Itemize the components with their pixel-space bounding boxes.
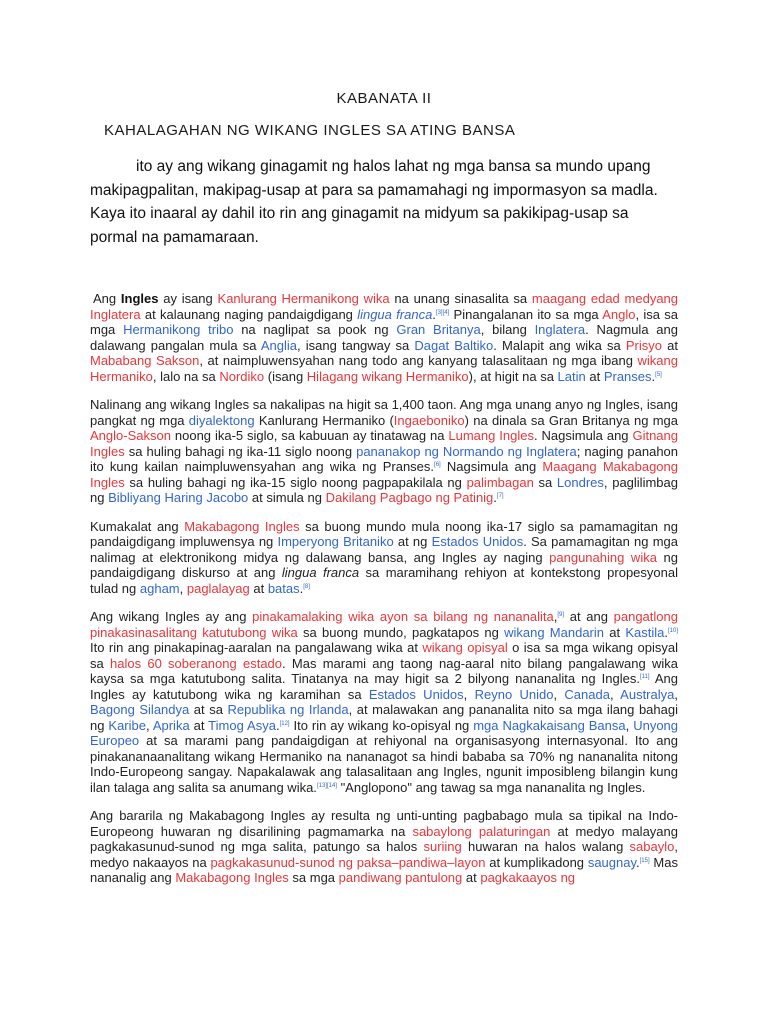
wiki-link[interactable]: Maagang Makabagong Ingles xyxy=(90,459,678,490)
wiki-link[interactable]: Anglia xyxy=(260,337,298,353)
wiki-link[interactable]: pandiwang pantulong xyxy=(338,870,463,885)
text-run: at xyxy=(662,337,678,353)
intro-text: ito ay ang wikang ginagamit ng halos lahat ng mga bansa sa mundo upang makipagpalitan, makipag-usap at para sa pamamahagi ng impormasyon sa madla. Kaya ito inaaral ay dahil ito rin ang ginagamit na midyum sa pakikipag-usap sa pormal na pamamaraan. xyxy=(90,158,658,246)
text-run: , at malawakan ang pananalita nito sa mga ilang bahagi ng xyxy=(90,702,678,733)
wiki-link[interactable]: wikang opisyal xyxy=(422,640,508,655)
wiki-link[interactable]: Hermanikong tribo xyxy=(123,322,234,337)
text-run: . xyxy=(275,717,280,733)
text-run: , isang tangway sa xyxy=(297,337,415,353)
text-run: . xyxy=(636,854,640,870)
wiki-link[interactable]: pangunahing wika xyxy=(549,549,657,565)
text-run: . Nagmula ang dalawang pangalan mula sa xyxy=(90,322,679,353)
wiki-link[interactable]: Gran Britanya xyxy=(396,322,481,337)
wiki-link[interactable]: saugnay xyxy=(587,854,637,870)
citation-ref[interactable]: [8] xyxy=(303,583,310,590)
citation-ref[interactable]: [13][14] xyxy=(316,782,337,789)
text-run: at xyxy=(249,580,268,596)
citation-ref[interactable]: [15] xyxy=(639,857,650,864)
text-run: , bilang xyxy=(480,322,535,337)
text-run: , xyxy=(625,717,634,733)
text-run: sa buong mundo mula noong ika-17 siglo sa pamamagitan ng pandaigdigang impluwensya ng xyxy=(90,518,678,549)
wiki-link[interactable]: wikang Mandarin xyxy=(504,624,605,640)
text-run: Pinangalanan ito sa mga xyxy=(449,306,603,322)
text-run: (isang xyxy=(264,368,307,384)
wiki-link[interactable]: mga Nagkakaisang Bansa xyxy=(473,717,626,733)
wiki-link[interactable]: Reyno Unido xyxy=(474,686,554,702)
wiki-link[interactable]: agham xyxy=(139,580,180,596)
text-run: , lalo na sa xyxy=(152,368,220,384)
text-run: Kanlurang Hermaniko ( xyxy=(254,412,394,428)
text-run: noong ika-5 siglo, sa kabuuan ay tinatawag na xyxy=(170,428,449,443)
article-paragraph xyxy=(90,519,678,597)
text-run: . Malapit ang wika sa xyxy=(493,337,626,353)
text-run: ; naging panahon ito kung kailan naimpluwensyahan ang wika ng Pranses. xyxy=(90,443,679,474)
text-run: at xyxy=(462,870,481,885)
wiki-link[interactable]: Mababang Sakson xyxy=(90,353,200,368)
text-run: huwaran na halos walang xyxy=(461,839,630,854)
citation-ref[interactable]: [10] xyxy=(667,627,678,634)
wiki-link[interactable]: Bagong Silandya xyxy=(90,702,190,717)
text-run: at kumplikadong xyxy=(485,854,588,870)
wiki-link[interactable]: Republika ng Irlanda xyxy=(227,702,349,717)
text-run: , at naimpluwensyahan nang todo ang kanyang talasalitaan ng mga ibang xyxy=(199,353,638,368)
text-run: at ang xyxy=(564,609,614,624)
wiki-link[interactable]: Nordiko xyxy=(219,368,265,384)
wiki-link[interactable]: Canada xyxy=(564,686,610,702)
wiki-link[interactable]: Lumang Ingles xyxy=(448,428,534,443)
wiki-link[interactable]: Hilagang wikang Hermaniko xyxy=(306,368,469,384)
text-run: ng pandaigdigang diskurso at ang xyxy=(90,549,679,580)
text-run: , isa sa mga xyxy=(90,306,678,337)
text-run: , xyxy=(674,686,678,702)
wiki-link[interactable]: Prisyo xyxy=(625,337,662,353)
text-run: . xyxy=(493,490,497,505)
wiki-link[interactable]: pagkakaayos ng xyxy=(480,870,576,885)
text-run: ay isang xyxy=(158,291,218,306)
wiki-link[interactable]: pagkakasunud-sunod ng paksa–pandiwa–layon xyxy=(210,854,486,870)
page-title: KAHALAGAHAN NG WIKANG INGLES SA ATING BANSA xyxy=(104,122,516,139)
text-run: at simula ng xyxy=(248,490,326,505)
bold-term: Ingles xyxy=(120,291,159,306)
text-run: , xyxy=(553,686,565,702)
wiki-link[interactable]: Makabagong Ingles xyxy=(175,870,289,885)
wiki-link[interactable]: batas xyxy=(267,580,300,596)
citation-ref[interactable]: [7] xyxy=(496,493,504,499)
wiki-link[interactable]: Anglo xyxy=(602,306,636,322)
text-run: . xyxy=(664,624,668,640)
wiki-link[interactable]: Pranses xyxy=(603,368,652,384)
text-run: Ang Ingles ay katutubong wika ng karamihan sa xyxy=(90,671,678,702)
citation-ref[interactable]: [3][4] xyxy=(435,309,450,316)
wiki-link[interactable]: pinakamalaking wika ayon sa bilang ng nananalita xyxy=(252,609,554,624)
wiki-link[interactable]: Estados Unidos xyxy=(431,534,524,549)
text-run: . xyxy=(432,306,436,322)
citation-ref[interactable]: [5] xyxy=(655,371,662,378)
wiki-link[interactable]: maagang edad medyang Inglatera xyxy=(90,291,679,322)
wiki-link[interactable]: pananakop ng Normando ng Inglatera xyxy=(356,443,577,459)
text-run: Mas nananalig ang xyxy=(90,854,678,885)
article-paragraph xyxy=(90,397,678,506)
wiki-link[interactable]: Londres xyxy=(556,474,604,490)
text-run: sa buong mundo, pagkatapos ng xyxy=(297,624,505,640)
wiki-link[interactable]: Imperyong Britaniko xyxy=(277,534,394,549)
wiki-link[interactable]: sabaylo xyxy=(629,839,675,854)
text-run: Ang bararila ng Makabagong Ingles ay resulta ng unti-unting pagbabago mula sa tipikal na Indo-Europeong huwaran ng disarilining pagmamarka na xyxy=(90,808,678,839)
text-run: at sa marami pang pandaigdigan at rehiyonal na organisasyong internasyonal. Ito ang pinakananaanalitang wikang Hermaniko na nananagot sa hindi bababa sa 70% ng nananalita nitong Indo-Europeong sangay. Napakalawak ang talasalitaan ang Ingles, ngunit imposibleng bilangin kung ilan talaga ang salita sa anumang wika. xyxy=(90,733,678,795)
text-run: Ito rin ay wikang ko-opisyal ng xyxy=(289,717,474,733)
text-run: Kumakalat ang xyxy=(90,518,185,534)
text-run: sa huling bahagi ng ika-15 siglo noong pagpapakilala ng xyxy=(124,474,467,490)
wiki-link[interactable]: Kastila xyxy=(625,624,665,640)
wiki-link[interactable]: paglalayag xyxy=(186,580,250,596)
wiki-link[interactable]: Australya xyxy=(620,686,675,702)
text-run: , xyxy=(463,686,475,702)
wiki-link[interactable]: Inglatera xyxy=(534,322,586,337)
wiki-link[interactable]: Latin xyxy=(557,368,586,384)
wiki-link[interactable]: sabaylong palaturingan xyxy=(412,823,551,839)
wiki-link[interactable]: Bibliyang Haring Jacobo xyxy=(108,490,249,505)
text-run: , xyxy=(145,717,153,733)
text-run: na unang sinasalita sa xyxy=(389,291,532,306)
text-run: at ng xyxy=(393,534,432,549)
wiki-link[interactable]: Gitnang Ingles xyxy=(90,428,678,459)
text-run: sa maramihang rehiyon at kontekstong propesyonal tulad ng xyxy=(90,565,678,596)
citation-ref[interactable]: [11] xyxy=(639,674,650,680)
text-run: Nagsimula ang xyxy=(440,459,543,474)
article-paragraph xyxy=(90,609,678,795)
wiki-link[interactable]: Anglo-Sakson xyxy=(90,428,171,443)
text-run: . xyxy=(299,580,304,596)
intro-paragraph xyxy=(90,155,672,249)
text-run: "Anglopono" ang tawag sa mga nananalita ng Ingles. xyxy=(336,779,646,795)
text-run: . Mas marami ang taong nag-aaral nito bilang pangalawang wika kaysa sa mga katutubong salita. Tinatanya na may higit sa 2 bilyong nananalita ng Ingles. xyxy=(90,655,679,686)
text-run: . Sa pamamagitan ng mga nalimag at elektronikong midya ng dalawang bansa, ang Ingles ay naging xyxy=(90,534,678,565)
wiki-link[interactable]: Kanlurang Hermanikong wika xyxy=(217,291,390,306)
text-run: , paglilimbag ng xyxy=(90,474,678,505)
wiki-link[interactable]: halos 60 soberanong estado xyxy=(110,655,283,671)
text-run: at sa xyxy=(189,702,228,717)
wiki-link[interactable]: suriing xyxy=(423,839,462,854)
text-run: sa xyxy=(533,474,557,490)
text-run: at xyxy=(604,624,626,640)
text-run: at xyxy=(585,368,604,384)
wiki-link[interactable]: diyalektong xyxy=(188,412,255,428)
text-run: ) na dinala sa Gran Britanya ng mga xyxy=(464,412,678,428)
text-run: , xyxy=(609,686,621,702)
text-run: o isa sa mga wikang opisyal sa xyxy=(90,640,679,671)
text-run: . xyxy=(651,368,656,384)
wiki-link[interactable]: Dakilang Pagbago ng Patinig xyxy=(325,490,494,505)
wiki-link[interactable]: palimbagan xyxy=(466,474,534,490)
wiki-link[interactable]: Timog Asya xyxy=(208,717,276,733)
text-run: at medyo malayang pagkakasunud-sunod ng mga salita, patungo sa halos xyxy=(90,823,678,854)
text-run: , xyxy=(179,580,187,596)
wiki-link[interactable]: Makabagong Ingles xyxy=(184,518,300,534)
text-run: at xyxy=(189,717,209,733)
wiki-link[interactable]: wikang Hermaniko xyxy=(90,353,678,384)
wiki-link[interactable]: lingua franca xyxy=(357,306,433,322)
citation-ref[interactable]: [12] xyxy=(279,720,290,727)
article-body xyxy=(90,291,678,899)
text-run: , xyxy=(553,609,558,624)
text-run: Ang xyxy=(93,291,121,306)
text-run: sa mga xyxy=(288,870,339,885)
text-run: Ito rin ang pinakapinag-aaralan na pangalawang wika at xyxy=(90,640,423,655)
text-run: at kalaunang naging pandaigdigang xyxy=(140,306,358,322)
text-run: na naglipat sa pook ng xyxy=(233,322,397,337)
wiki-link[interactable]: pangatlong pinakasinasalitang katutubong wika xyxy=(90,609,678,640)
wiki-link[interactable]: Dagat Baltiko xyxy=(414,337,494,353)
wiki-link[interactable]: Ingaeboniko xyxy=(393,412,465,428)
article-paragraph xyxy=(90,291,678,384)
text-run: sa huling bahagi ng ika-11 siglo noong xyxy=(124,443,357,459)
wiki-link[interactable]: Karibe xyxy=(108,717,146,733)
wiki-link[interactable]: Aprika xyxy=(152,717,190,733)
italic-term: lingua franca xyxy=(281,565,360,580)
wiki-link[interactable]: Unyong Europeo xyxy=(90,717,679,748)
chapter-heading: KABANATA II xyxy=(336,90,432,107)
citation-ref[interactable]: [6] xyxy=(434,462,441,468)
text-run: , medyo nakaayos na xyxy=(90,839,678,870)
citation-ref[interactable]: [9] xyxy=(557,612,565,618)
wiki-link[interactable]: Estados Unidos xyxy=(368,686,464,702)
text-run: ), at higit na sa xyxy=(468,368,558,384)
article-paragraph xyxy=(90,808,678,886)
text-run: Ang wikang Ingles ay ang xyxy=(90,609,253,624)
text-run: Nalinang ang wikang Ingles sa nakalipas na higit sa 1,400 taon. Ang mga unang anyo ng Ingles, isang pangkat ng mga xyxy=(90,397,678,428)
text-run: . Nagsimula ang xyxy=(533,428,633,443)
